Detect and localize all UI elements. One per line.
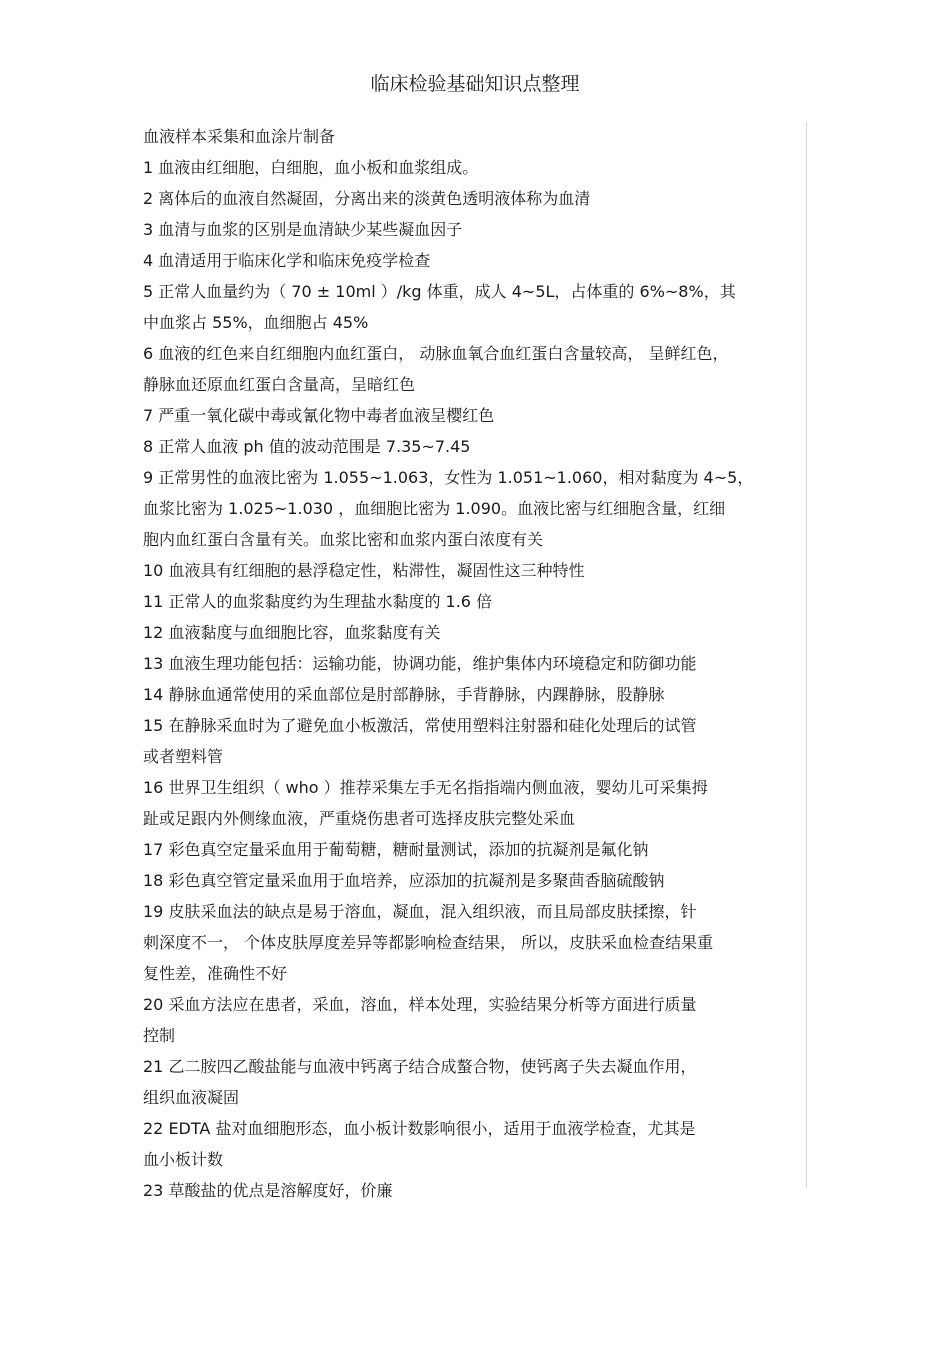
item-line: 10 血液具有红细胞的悬浮稳定性，粘滞性，凝固性这三种特性	[143, 561, 585, 580]
item-line: 3 血清与血浆的区别是血清缺少某些凝血因子	[143, 220, 463, 239]
item-line: 19 皮肤采血法的缺点是易于溶血，凝血，混入组织液，而且局部皮肤揉擦，针	[143, 902, 697, 921]
list-item	[143, 1175, 805, 1206]
list-item	[143, 834, 805, 865]
item-line: 趾或足跟内外侧缘血液，严重烧伤患者可选择皮肤完整处采血	[143, 809, 576, 828]
list-item	[143, 555, 805, 586]
item-line: 23 草酸盐的优点是溶解度好，价廉	[143, 1181, 393, 1200]
item-line: 组织血液凝固	[143, 1088, 240, 1107]
item-line: 9 正常男性的血液比密为 1.055~1.063，女性为 1.051~1.060，相对黏度为 4~5，	[143, 468, 754, 487]
item-line: 胞内血红蛋白含量有关。血浆比密和血浆内蛋白浓度有关	[143, 530, 544, 549]
item-line: 或者塑料管	[143, 747, 224, 766]
list-item	[143, 431, 805, 462]
list-item	[143, 617, 805, 648]
item-line: 17 彩色真空定量采血用于葡萄糖，糖耐量测试，添加的抗凝剂是氟化钠	[143, 840, 649, 859]
margin-rule	[806, 122, 807, 1188]
list-item	[143, 648, 805, 679]
item-line: 12 血液黏度与血细胞比容，血浆黏度有关	[143, 623, 441, 642]
list-item	[143, 245, 805, 276]
item-line: 15 在静脉采血时为了避免血小板激活，常使用塑料注射器和硅化处理后的试管	[143, 716, 697, 735]
item-line: 5 正常人血量约为（ 70 ± 10ml ）/kg 体重，成人 4~5L，占体重的 6%~8%，其	[143, 282, 736, 301]
list-item	[143, 400, 805, 431]
item-line: 7 严重一氧化碳中毒或氰化物中毒者血液呈樱红色	[143, 406, 495, 425]
item-line: 复性差，准确性不好	[143, 964, 288, 983]
item-line: 11 正常人的血浆黏度约为生理盐水黏度的 1.6 倍	[143, 592, 493, 611]
list-item	[143, 183, 805, 214]
item-line: 4 血清适用于临床化学和临床免疫学检查	[143, 251, 431, 270]
item-line: 血小板计数	[143, 1150, 224, 1169]
list-item	[143, 772, 805, 834]
list-item	[143, 338, 805, 400]
item-line: 静脉血还原血红蛋白含量高，呈暗红色	[143, 375, 416, 394]
list-item	[143, 865, 805, 896]
list-item	[143, 276, 805, 338]
item-line: 16 世界卫生组织（ who ）推荐采集左手无名指指端内侧血液，婴幼儿可采集拇	[143, 778, 708, 797]
page-title: 临床检验基础知识点整理	[370, 73, 580, 95]
list-item	[143, 710, 805, 772]
item-line: 刺深度不一， 个体皮肤厚度差异等都影响检查结果， 所以，皮肤采血检查结果重	[143, 933, 714, 952]
item-line: 20 采血方法应在患者，采血，溶血，样本处理，实验结果分析等方面进行质量	[143, 995, 697, 1014]
list-item	[143, 462, 805, 555]
item-line: 18 彩色真空管定量采血用于血培养，应添加的抗凝剂是多聚茴香脑硫酸钠	[143, 871, 665, 890]
item-line: 2 离体后的血液自然凝固，分离出来的淡黄色透明液体称为血清	[143, 189, 591, 208]
item-line: 22 EDTA 盐对血细胞形态，血小板计数影响很小，适用于血液学检查，尤其是	[143, 1119, 696, 1138]
list-item	[143, 989, 805, 1051]
item-line: 1 血液由红细胞，白细胞，血小板和血浆组成。	[143, 158, 479, 177]
item-line: 8 正常人血液 ph 值的波动范围是 7.35~7.45	[143, 437, 471, 456]
item-line: 14 静脉血通常使用的采血部位是肘部静脉，手背静脉，内踝静脉，股静脉	[143, 685, 665, 704]
item-line: 控制	[143, 1026, 176, 1045]
list-item	[143, 679, 805, 710]
list-item	[143, 1051, 805, 1113]
item-line: 13 血液生理功能包括：运输功能，协调功能，维护集体内环境稳定和防御功能	[143, 654, 697, 673]
section-heading: 血液样本采集和血涂片制备	[143, 127, 336, 146]
item-list	[143, 152, 805, 1206]
list-item	[143, 1113, 805, 1175]
list-item	[143, 152, 805, 183]
list-item	[143, 896, 805, 989]
item-line: 21 乙二胺四乙酸盐能与血液中钙离子结合成螯合物，使钙离子失去凝血作用，	[143, 1057, 697, 1076]
list-item	[143, 214, 805, 245]
item-line: 6 血液的红色来自红细胞内血红蛋白， 动脉血氧合血红蛋白含量较高， 呈鲜红色，	[143, 344, 729, 363]
document-body	[143, 121, 805, 1206]
list-item	[143, 586, 805, 617]
item-line: 中血浆占 55%，血细胞占 45%	[143, 313, 369, 332]
item-line: 血浆比密为 1.025~1.030 ，血细胞比密为 1.090。血液比密与红细胞含量，红细	[143, 499, 726, 518]
